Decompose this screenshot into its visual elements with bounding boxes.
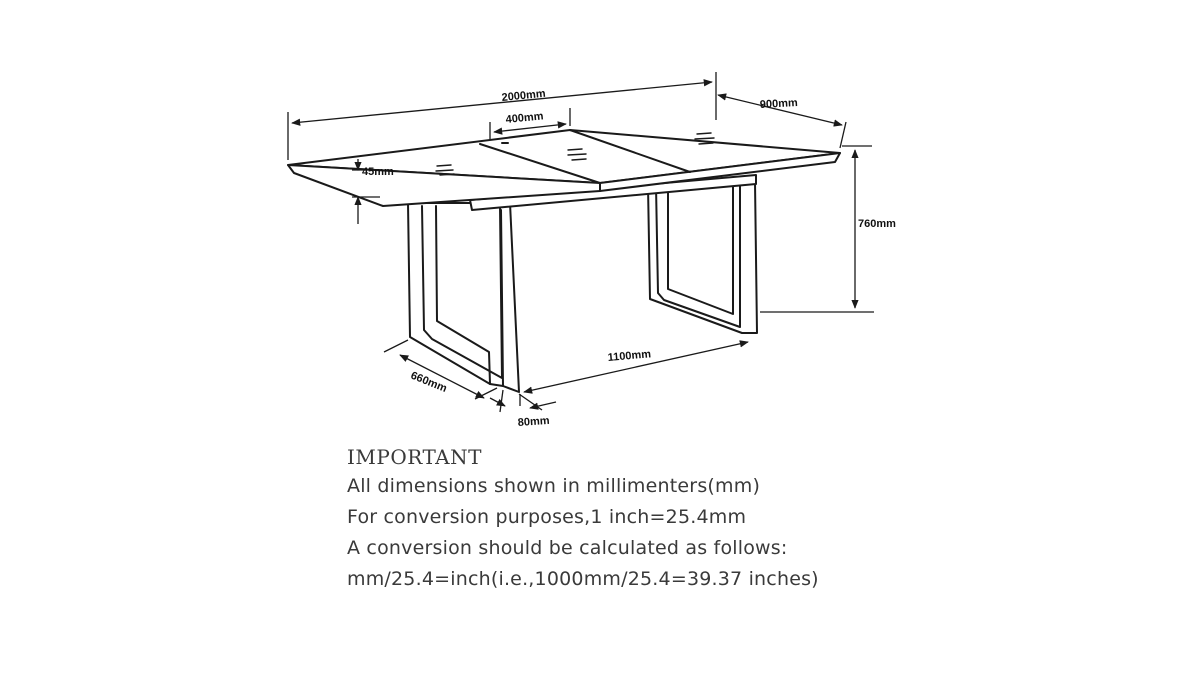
note-line-1: All dimensions shown in millimenters(mm) xyxy=(347,475,761,497)
dim-leg-width xyxy=(490,390,556,429)
note-line-2: For conversion purposes,1 inch=25.4mm xyxy=(347,506,747,528)
right-leg xyxy=(648,182,757,333)
conversion-notes xyxy=(347,443,967,595)
dim-height xyxy=(760,146,896,312)
dim-top-thickness-label: 45mm xyxy=(362,166,394,178)
dim-extension-leaf-label: 400mm xyxy=(505,110,545,126)
dim-leg-spacing-label: 1100mm xyxy=(607,348,652,364)
note-line-3: A conversion should be calculated as follows: xyxy=(347,537,788,559)
dim-width-label: 900mm xyxy=(759,97,799,111)
dim-leg-width-label: 80mm xyxy=(517,414,550,429)
dim-leg-depth-label: 660mm xyxy=(408,369,449,395)
notes-heading: IMPORTANT xyxy=(347,445,482,469)
dim-total-length-label: 2000mm xyxy=(501,87,547,104)
note-line-4: mm/25.4=inch(i.e.,1000mm/25.4=39.37 inches) xyxy=(347,568,819,590)
dim-leg-spacing xyxy=(520,342,748,406)
left-leg xyxy=(408,203,519,392)
dim-width xyxy=(718,95,846,148)
dim-height-label: 760mm xyxy=(858,218,896,230)
